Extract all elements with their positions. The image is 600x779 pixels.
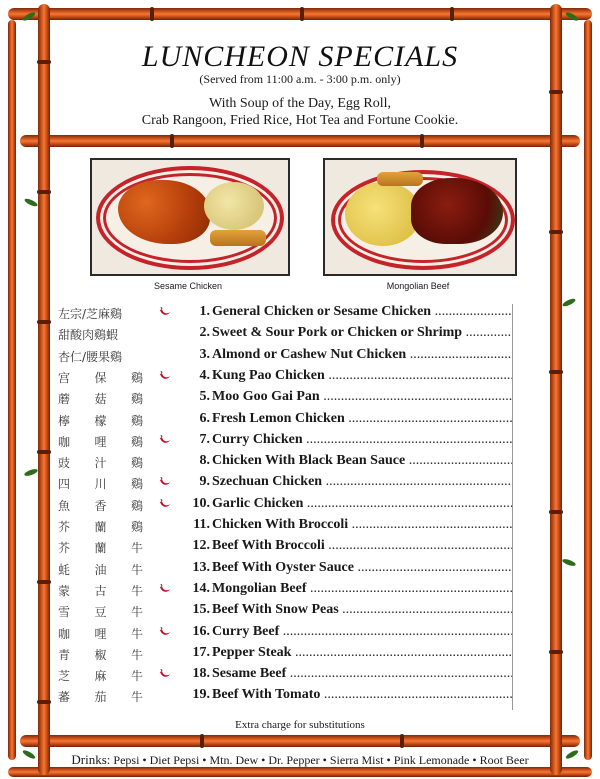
bamboo-leaf [24, 468, 39, 477]
bamboo-above-footer [20, 735, 580, 747]
chinese-char: 牛 [130, 669, 143, 684]
beef-and-onions [411, 178, 503, 244]
drinks-list: Pepsi • Diet Pepsi • Mtn. Dew • Dr. Pepper • Sierra Mist • Pink Lemonade • Root Beer [113, 753, 529, 767]
chinese-name [58, 625, 143, 642]
bamboo-node [37, 190, 51, 194]
chinese-char: 芝 [58, 669, 71, 684]
chinese-name [58, 390, 143, 407]
item-name: Mongolian Beef ..... [212, 581, 512, 597]
bamboo-node [150, 7, 154, 21]
chinese-char: 牛 [130, 647, 143, 662]
item-number: 8. [199, 453, 210, 469]
bamboo-node [420, 134, 424, 148]
item-number: 15. [192, 602, 210, 618]
chinese-name [58, 582, 143, 599]
chinese-name [58, 433, 143, 450]
chinese-char: 鷄 [130, 520, 143, 534]
chili-pepper-icon [159, 584, 171, 594]
list-item [58, 645, 518, 666]
chinese-char: 蘭 [94, 541, 107, 556]
item-number: 19. [192, 687, 210, 703]
item-name: Chicken With Broccoli ..... [212, 517, 512, 533]
bamboo-node [549, 650, 563, 654]
chinese-char: 宫 [58, 370, 71, 385]
chinese-char: 蘑 [58, 392, 71, 407]
chinese-char: 芥 [58, 520, 71, 534]
list-item [58, 453, 518, 474]
chinese-name [58, 688, 143, 705]
chinese-char: 檸 [58, 413, 71, 428]
chinese-char: 蕃 [58, 690, 71, 705]
chinese-char: 甜酸肉鷄蝦 [58, 328, 119, 343]
item-number: 5. [199, 389, 210, 405]
chinese-char: 四 [58, 477, 71, 492]
chinese-char: 雪 [58, 605, 71, 620]
list-item [58, 624, 518, 645]
item-name: Szechuan Chicken ..... [212, 474, 512, 490]
chinese-name [58, 603, 143, 620]
list-item [58, 602, 518, 623]
chinese-char: 麻 [94, 669, 107, 684]
bamboo-node [200, 734, 204, 748]
chinese-char: 菇 [94, 392, 107, 407]
bamboo-right-outer [584, 20, 592, 760]
chinese-char: 牛 [130, 690, 143, 705]
item-name: Sesame Beef ..... [212, 666, 512, 682]
chinese-char: 油 [94, 562, 107, 577]
item-number: 17. [192, 644, 210, 660]
chinese-char: 蚝 [58, 562, 71, 577]
bamboo-node [300, 7, 304, 21]
substitution-note: Extra charge for substitutions [235, 719, 365, 731]
item-name: Curry Beef ..... [212, 624, 512, 640]
chinese-char: 牛 [130, 583, 143, 598]
bamboo-leaf [562, 297, 577, 307]
item-name: Pepper Steak ..... [212, 645, 512, 661]
included-items-line1: With Soup of the Day, Egg Roll, [208, 96, 392, 111]
bamboo-node [549, 90, 563, 94]
chinese-char: 牛 [130, 562, 143, 577]
bamboo-leaf [562, 558, 577, 567]
item-name: Beef With Snow Peas ..... [212, 602, 512, 618]
chili-pepper-icon [159, 307, 171, 317]
item-number: 12. [192, 538, 210, 554]
chinese-char: 保 [94, 370, 107, 385]
item-number: 7. [199, 431, 210, 447]
list-item [58, 432, 518, 453]
chinese-char: 鷄 [130, 456, 143, 471]
chinese-char: 鷄 [130, 498, 143, 513]
item-name: Moo Goo Gai Pan ..... [212, 389, 512, 405]
bamboo-node [37, 580, 51, 584]
chinese-char: 左宗/芝麻鷄 [58, 307, 123, 321]
page-title: LUNCHEON SPECIALS [141, 40, 459, 73]
item-name: Garlic Chicken ..... [212, 496, 512, 512]
chinese-char: 鷄 [130, 434, 143, 449]
list-item [58, 368, 518, 389]
egg-roll [210, 230, 266, 246]
chinese-char: 魚 [58, 498, 71, 513]
item-name: Almond or Cashew Nut Chicken ..... [212, 347, 512, 363]
chinese-char: 川 [94, 477, 107, 492]
chinese-char: 鷄 [130, 392, 143, 407]
chinese-char: 芥 [58, 541, 71, 556]
sesame-chicken-caption: Sesame Chicken [153, 281, 223, 291]
chinese-name [58, 412, 143, 429]
bamboo-leaf [24, 197, 39, 207]
chili-pepper-icon [159, 477, 171, 487]
drinks-line [0, 752, 600, 768]
item-number: 3. [199, 346, 210, 362]
chinese-name [58, 518, 143, 535]
chinese-char: 牛 [130, 626, 143, 641]
list-item [58, 474, 518, 495]
chinese-char: 檬 [94, 413, 107, 428]
chili-pepper-icon [159, 371, 171, 381]
item-number: 9. [199, 474, 210, 490]
bamboo-bottom [8, 767, 592, 777]
chinese-name [58, 305, 143, 322]
chinese-name [58, 348, 143, 365]
chinese-name [58, 475, 143, 492]
item-name: Kung Pao Chicken ..... [212, 368, 512, 384]
chinese-name [58, 646, 143, 663]
item-number: 4. [199, 367, 210, 383]
list-item [58, 347, 518, 368]
chinese-name [58, 561, 143, 578]
item-number: 11. [193, 517, 210, 532]
item-name: Beef With Tomato ..... [212, 687, 512, 703]
chinese-char: 哩 [94, 434, 107, 449]
bamboo-node [170, 134, 174, 148]
list-item [58, 389, 518, 410]
item-number: 18. [192, 666, 210, 682]
served-hours: (Served from 11:00 a.m. - 3:00 p.m. only) [199, 72, 401, 86]
chinese-char: 豉 [58, 456, 71, 471]
item-number: 16. [192, 623, 210, 639]
bamboo-node [549, 230, 563, 234]
list-item [58, 411, 518, 432]
bamboo-node [450, 7, 454, 21]
item-name: Beef With Broccoli ..... [212, 538, 512, 554]
item-name: Chicken With Black Bean Sauce ..... [212, 453, 512, 469]
chinese-name [58, 369, 143, 386]
item-number: 6. [199, 410, 210, 426]
bamboo-node [549, 510, 563, 514]
bamboo-node [549, 370, 563, 374]
chinese-char: 杏仁/腰果鷄 [58, 349, 123, 364]
chinese-char: 香 [94, 498, 107, 513]
list-item [58, 560, 518, 581]
bamboo-under-header [20, 135, 580, 147]
chili-pepper-icon [159, 669, 171, 679]
list-item [58, 496, 518, 517]
chinese-char: 蘭 [94, 520, 107, 534]
chinese-char: 豆 [94, 605, 107, 620]
included-items-line2: Crab Rangoon, Fried Rice, Hot Tea and Fortune Cookie. [141, 113, 459, 128]
list-item [58, 325, 518, 346]
chinese-char: 汁 [94, 456, 107, 471]
included-items [0, 95, 600, 129]
sesame-chicken-photo [90, 158, 290, 276]
bamboo-left-outer [8, 20, 16, 760]
chili-pepper-icon [159, 499, 171, 509]
chinese-char: 青 [58, 647, 71, 662]
item-number: 1. [199, 304, 210, 319]
fried-rice [204, 182, 264, 230]
chinese-name [58, 497, 143, 514]
chinese-char: 咖 [58, 434, 71, 449]
chinese-char: 蒙 [58, 583, 71, 598]
mongolian-beef-photo [323, 158, 517, 276]
chinese-char: 鷄 [130, 477, 143, 492]
item-number: 10. [192, 495, 210, 511]
item-number: 14. [192, 580, 210, 596]
chinese-char: 牛 [130, 605, 143, 620]
item-name: General Chicken or Sesame Chicken ..... [212, 304, 512, 320]
chinese-char: 哩 [94, 626, 107, 641]
chili-pepper-icon [159, 435, 171, 445]
chinese-char: 椒 [94, 647, 107, 662]
mongolian-beef-caption: Mongolian Beef [386, 281, 450, 291]
chinese-name [58, 454, 143, 471]
bamboo-node [37, 700, 51, 704]
drinks-label: Drinks: [71, 752, 111, 767]
list-item [58, 666, 518, 687]
bamboo-node [37, 320, 51, 324]
item-name: Fresh Lemon Chicken ..... [212, 411, 512, 427]
item-number: 2. [199, 325, 210, 341]
item-name: Curry Chicken ..... [212, 432, 512, 448]
item-name: Sweet & Sour Pork or Chicken or Shrimp ..... [212, 325, 512, 341]
list-item [58, 581, 518, 602]
chinese-char: 咖 [58, 626, 71, 641]
chili-pepper-icon [159, 627, 171, 637]
list-item [58, 687, 518, 708]
bamboo-node [37, 450, 51, 454]
egg-roll [377, 172, 423, 186]
chinese-char: 茄 [94, 690, 107, 705]
item-number: 13. [192, 559, 210, 575]
chinese-name [58, 667, 143, 684]
bamboo-node [400, 734, 404, 748]
chinese-char: 鷄 [130, 413, 143, 428]
chinese-name [58, 539, 143, 556]
fried-rice [345, 182, 421, 246]
chinese-char: 古 [94, 583, 107, 598]
chinese-char: 鷄 [130, 370, 143, 385]
list-item [58, 304, 518, 325]
chinese-char: 牛 [130, 541, 143, 556]
chinese-name [58, 326, 143, 343]
item-name: Beef With Oyster Sauce ..... [212, 560, 512, 576]
list-item [58, 517, 518, 538]
list-item [58, 538, 518, 559]
